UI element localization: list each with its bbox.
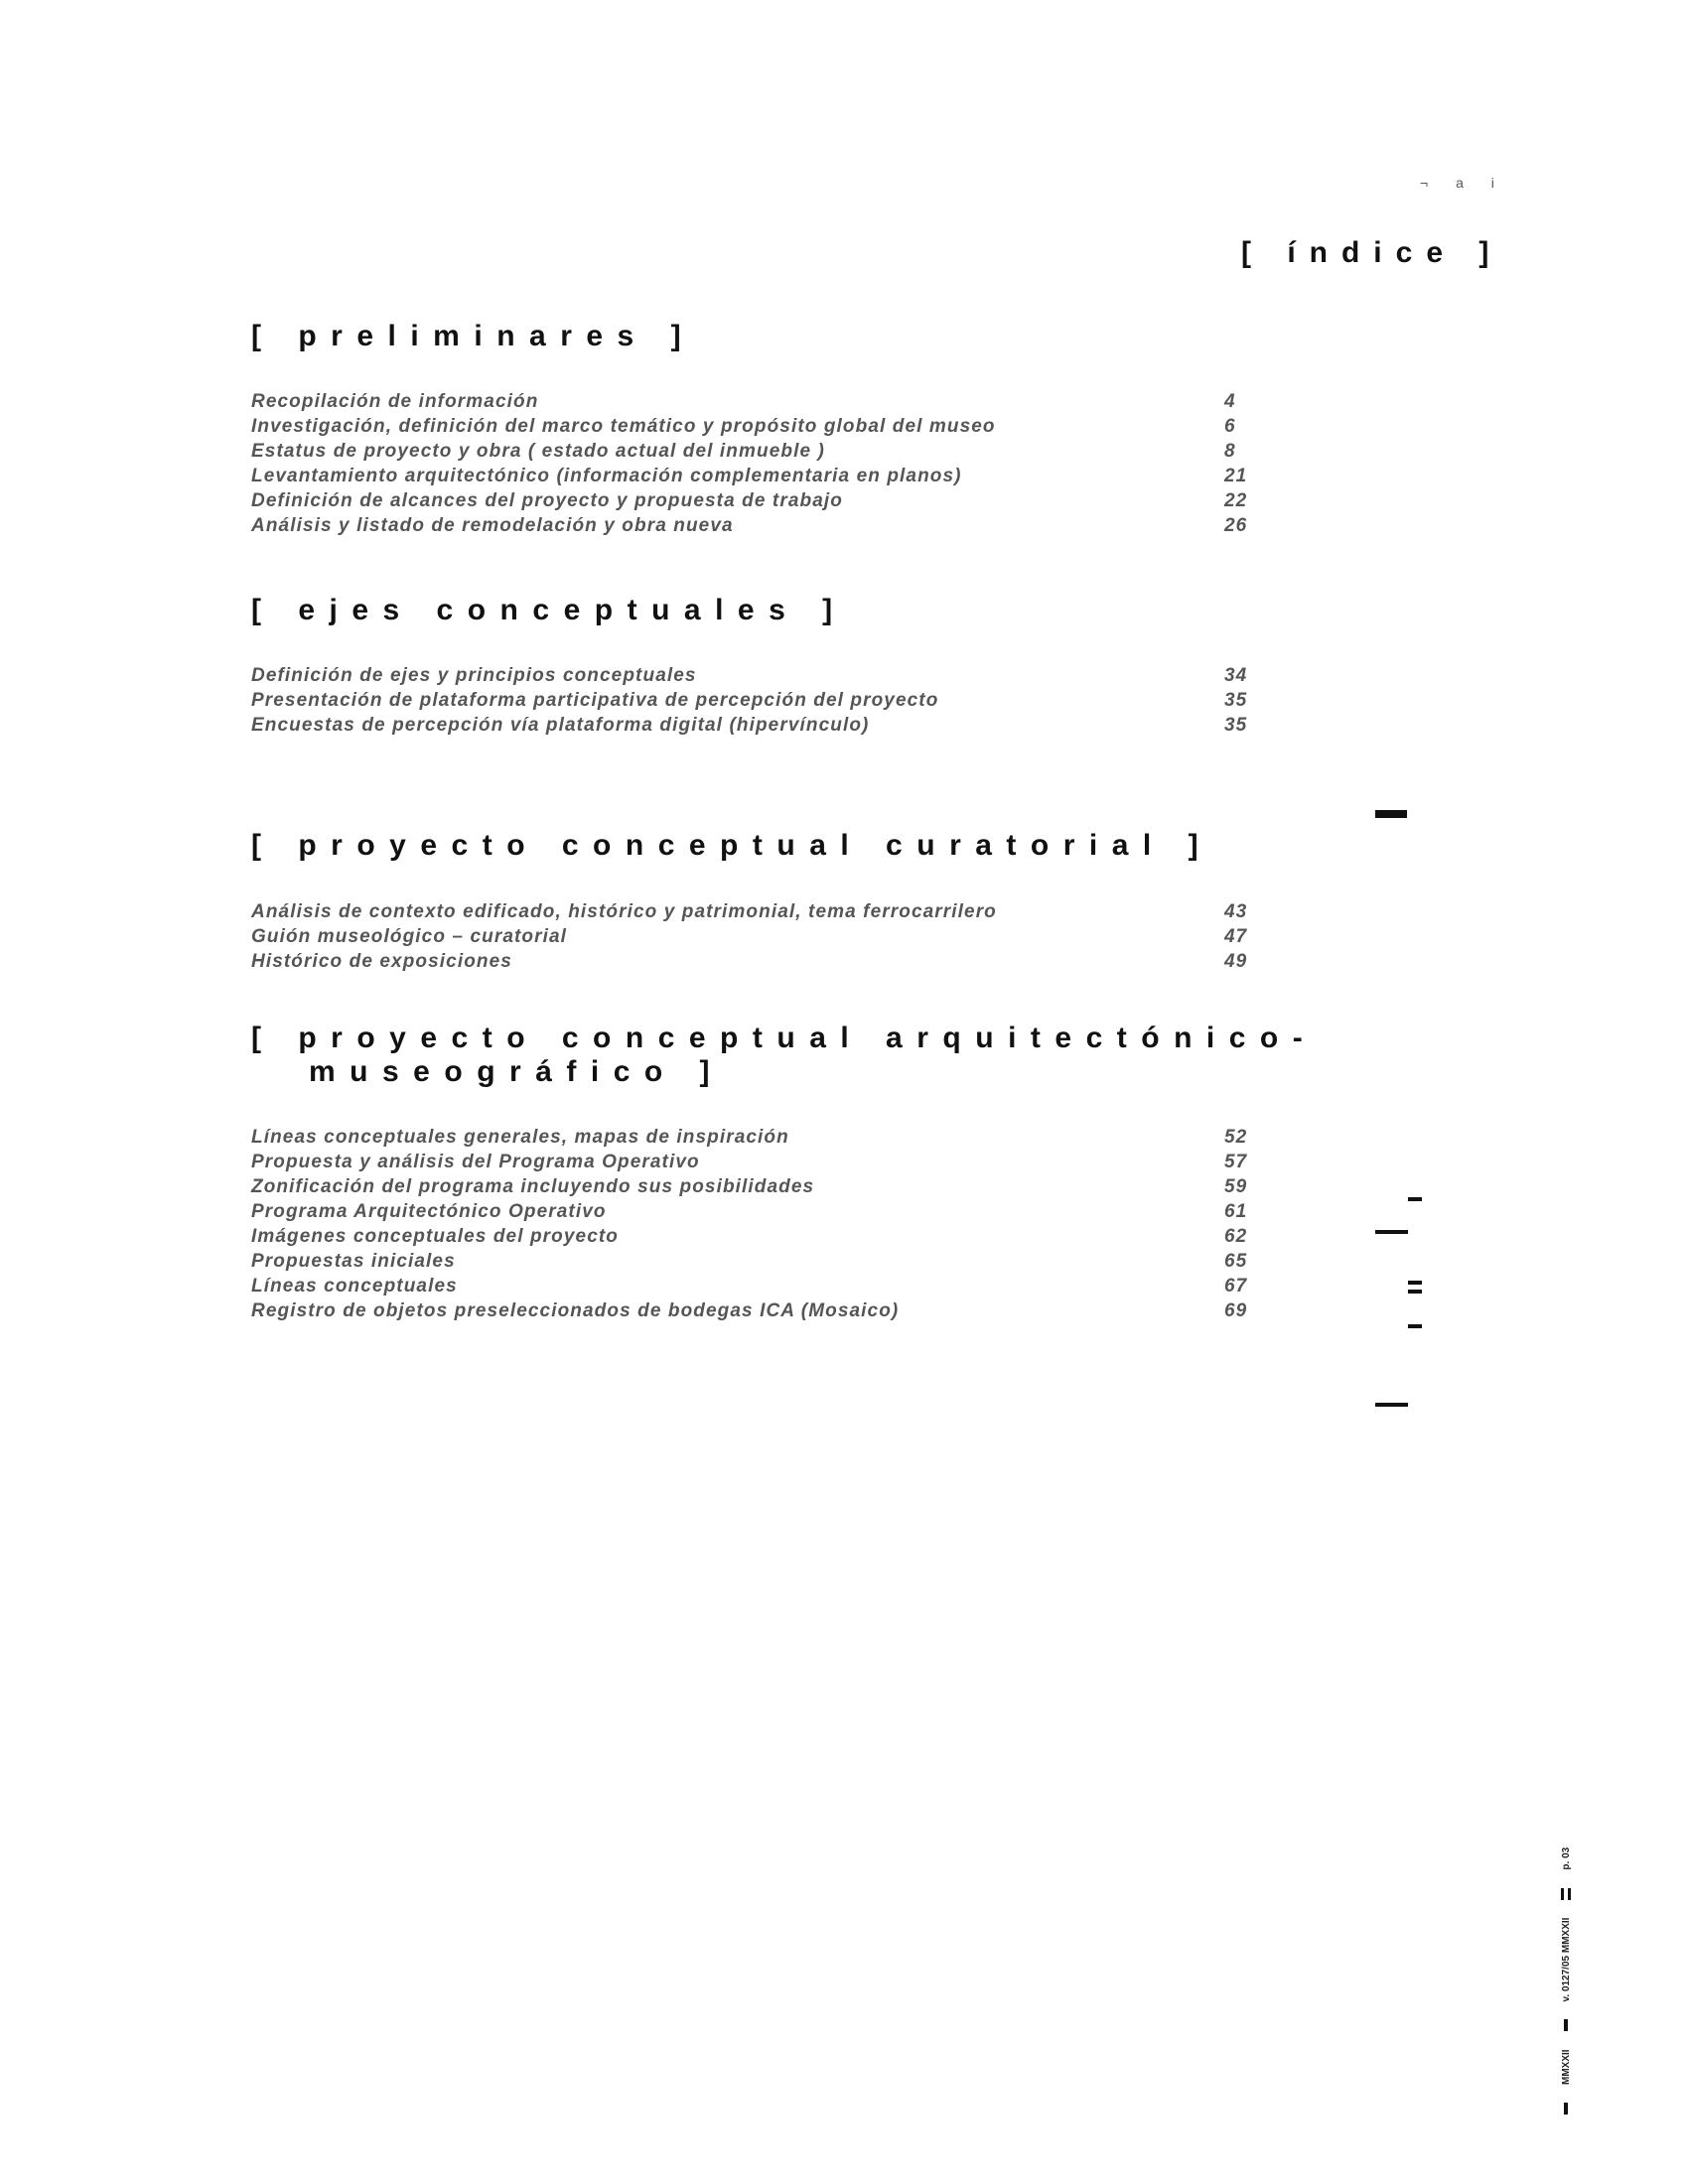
toc-item[interactable]	[251, 1174, 1294, 1199]
toc-item[interactable]	[251, 924, 1294, 949]
toc-item[interactable]	[251, 389, 1294, 414]
toc-item[interactable]	[251, 513, 1294, 538]
marker-bar	[1408, 1290, 1422, 1294]
toc-item-page: 34	[1224, 665, 1248, 686]
toc-item-page: 61	[1224, 1201, 1248, 1222]
marker-bar	[1408, 1324, 1422, 1328]
toc-item-page: 6	[1224, 416, 1236, 437]
marker-bar	[1375, 1403, 1408, 1407]
toc-item-label: Estatus de proyecto y obra ( estado actual del inmueble )	[251, 441, 825, 462]
section-title: [ ejes conceptuales ]	[251, 594, 847, 626]
toc-item-page: 57	[1224, 1152, 1248, 1172]
marker-bar	[1408, 1281, 1422, 1285]
toc-item-label: Líneas conceptuales	[251, 1276, 458, 1297]
toc-item-page: 22	[1224, 490, 1248, 511]
page-title: [ índice ]	[1241, 236, 1503, 269]
toc-item-label: Definición de ejes y principios conceptuales	[251, 665, 697, 686]
section-title	[251, 1022, 1318, 1089]
toc-item[interactable]	[251, 1224, 1294, 1249]
marker-bar	[1375, 810, 1407, 818]
toc-item-label: Investigación, definición del marco temático y propósito global del museo	[251, 416, 996, 437]
toc-item-label: Imágenes conceptuales del proyecto	[251, 1226, 620, 1247]
footer-version: v. 0127/05 MMXXII	[1560, 1917, 1572, 2002]
toc-item-page: 4	[1224, 391, 1236, 412]
footer-series: MMXXII	[1560, 2049, 1572, 2085]
section-preliminares	[251, 320, 1294, 538]
toc-item-label: Registro de objetos preseleccionados de bodegas ICA (Mosaico)	[251, 1300, 900, 1321]
toc-item-label: Programa Arquitectónico Operativo	[251, 1201, 607, 1222]
footer-page-number: p. 03	[1560, 1846, 1572, 1870]
header-mark: ¬ a i	[1420, 175, 1506, 191]
side-footer	[1551, 1837, 1581, 2115]
section-title-line1: [ proyecto conceptual arquitectónico-	[251, 1022, 1318, 1054]
toc-item[interactable]	[251, 1125, 1294, 1150]
toc-item-label: Recopilación de información	[251, 391, 539, 412]
toc-item-label: Levantamiento arquitectónico (información complementaria en planos)	[251, 466, 962, 486]
toc-item-page: 52	[1224, 1127, 1248, 1148]
section-title: [ proyecto conceptual curatorial ]	[251, 829, 1213, 862]
toc-item-page: 65	[1224, 1251, 1248, 1272]
toc-list	[251, 1125, 1294, 1323]
toc-item[interactable]	[251, 688, 1294, 713]
toc-item[interactable]	[251, 1298, 1294, 1323]
section-ejes-conceptuales	[251, 594, 1294, 738]
toc-item-label: Líneas conceptuales generales, mapas de inspiración	[251, 1127, 789, 1148]
footer-double-tick	[1561, 1888, 1571, 1900]
toc-item-label: Análisis de contexto edificado, histórico y patrimonial, tema ferrocarrilero	[251, 901, 997, 922]
toc-item[interactable]	[251, 414, 1294, 439]
toc-item-page: 69	[1224, 1300, 1248, 1321]
section-title: [ preliminares ]	[251, 320, 696, 352]
toc-item-label: Definición de alcances del proyecto y propuesta de trabajo	[251, 490, 843, 511]
toc-item-page: 67	[1224, 1276, 1248, 1297]
toc-item[interactable]	[251, 464, 1294, 488]
toc-item[interactable]	[251, 1274, 1294, 1298]
toc-item-page: 35	[1224, 690, 1248, 711]
toc-item-page: 47	[1224, 926, 1248, 947]
toc-item-label: Histórico de exposiciones	[251, 951, 512, 972]
toc-item-page: 59	[1224, 1176, 1248, 1197]
marker-bar	[1408, 1197, 1422, 1201]
toc-item[interactable]	[251, 1199, 1294, 1224]
toc-item-label: Encuestas de percepción vía plataforma digital (hipervínculo)	[251, 715, 870, 736]
footer-tick	[1564, 2103, 1568, 2115]
toc-item[interactable]	[251, 1150, 1294, 1174]
toc-list	[251, 899, 1294, 974]
toc-item[interactable]	[251, 713, 1294, 738]
toc-list	[251, 663, 1294, 738]
toc-item-page: 35	[1224, 715, 1248, 736]
toc-item[interactable]	[251, 1249, 1294, 1274]
toc-item-label: Análisis y listado de remodelación y obra nueva	[251, 515, 734, 536]
toc-item-label: Propuestas iniciales	[251, 1251, 456, 1272]
toc-list	[251, 389, 1294, 538]
toc-item-label: Presentación de plataforma participativa de percepción del proyecto	[251, 690, 939, 711]
toc-item[interactable]	[251, 439, 1294, 464]
toc-item[interactable]	[251, 899, 1294, 924]
toc-item-label: Guión museológico – curatorial	[251, 926, 568, 947]
toc-item[interactable]	[251, 949, 1294, 974]
section-title-line2: museográfico ]	[309, 1055, 725, 1088]
section-proyecto-arquitectonico	[251, 1022, 1318, 1323]
toc-item-page: 49	[1224, 951, 1248, 972]
toc-item-label: Propuesta y análisis del Programa Operativo	[251, 1152, 700, 1172]
toc-item-label: Zonificación del programa incluyendo sus posibilidades	[251, 1176, 815, 1197]
toc-item[interactable]	[251, 488, 1294, 513]
toc-item-page: 62	[1224, 1226, 1248, 1247]
toc-item-page: 8	[1224, 441, 1236, 462]
marker-bar	[1375, 1230, 1408, 1234]
section-proyecto-curatorial	[251, 829, 1294, 974]
toc-item-page: 26	[1224, 515, 1248, 536]
toc-item[interactable]	[251, 663, 1294, 688]
toc-item-page: 43	[1224, 901, 1248, 922]
toc-item-page: 21	[1224, 466, 1248, 486]
footer-tick	[1564, 2019, 1568, 2031]
